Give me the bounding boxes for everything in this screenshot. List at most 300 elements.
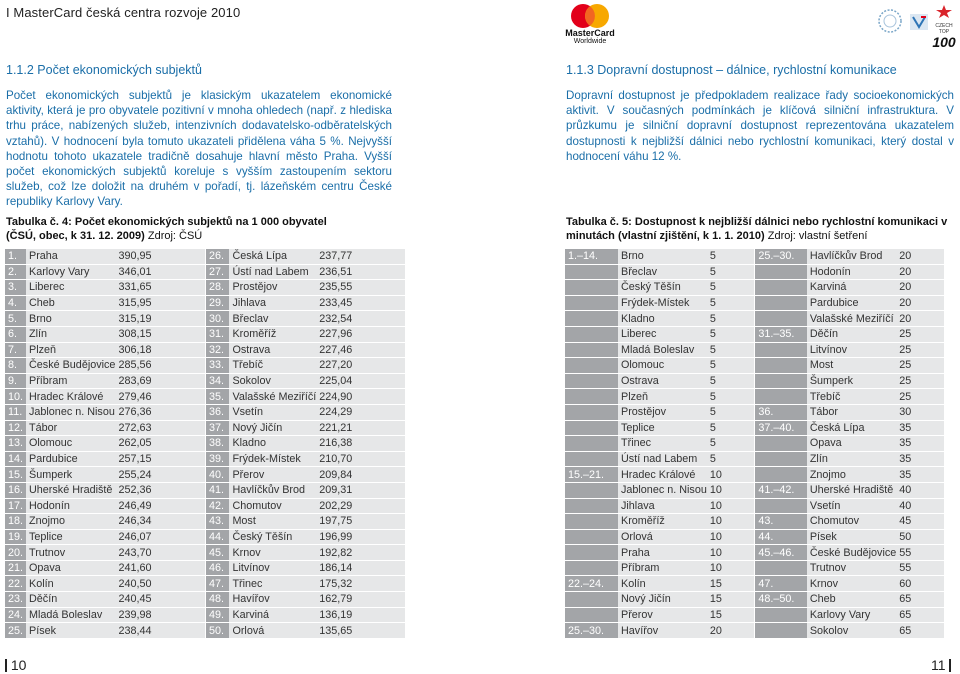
- cell-value: 25: [896, 373, 944, 389]
- cell-rank: 46.: [205, 560, 229, 576]
- cell-value: 55: [896, 560, 944, 576]
- table-row: [565, 592, 944, 608]
- cell-rank: [755, 498, 807, 514]
- cell-city: Karlovy Vary: [26, 264, 115, 280]
- cell-city: Uherské Hradiště: [807, 482, 896, 498]
- cell-city: Prostějov: [229, 280, 316, 296]
- cell-rank: 41.: [205, 482, 229, 498]
- cell-city: Znojmo: [807, 467, 896, 483]
- cell-city: Kroměříž: [618, 514, 707, 530]
- cell-value: 20: [896, 280, 944, 296]
- cell-value: 315,95: [115, 295, 205, 311]
- cell-city: Olomouc: [618, 358, 707, 374]
- cell-rank: 44.: [205, 529, 229, 545]
- cell-value: 162,79: [316, 592, 405, 608]
- cell-value: 235,55: [316, 280, 405, 296]
- cell-city: Sokolov: [229, 373, 316, 389]
- cell-rank: 11.: [5, 404, 26, 420]
- partner-logo-seal-icon: [877, 6, 903, 38]
- table-row: [565, 607, 944, 623]
- cell-city: Ostrava: [618, 373, 707, 389]
- cell-rank: 25.: [5, 623, 26, 639]
- table-row: [5, 311, 405, 327]
- cell-city: Jablonec n. Nisou: [26, 404, 115, 420]
- table-row: [565, 249, 944, 264]
- cell-city: Krnov: [229, 545, 316, 561]
- table-row: [5, 514, 405, 530]
- cell-rank: 49.: [205, 607, 229, 623]
- cell-city: Orlová: [229, 623, 316, 639]
- cell-value: 10: [707, 560, 755, 576]
- cell-rank: [755, 389, 807, 405]
- cell-value: 65: [896, 592, 944, 608]
- cell-value: 225,04: [316, 373, 405, 389]
- cell-city: Třinec: [229, 576, 316, 592]
- cell-city: Děčín: [26, 592, 115, 608]
- cell-rank: 29.: [205, 295, 229, 311]
- table-row: [5, 623, 405, 639]
- cell-city: Příbram: [26, 373, 115, 389]
- cell-rank: 31.: [205, 326, 229, 342]
- table-row: [565, 358, 944, 374]
- cell-value: 10: [707, 545, 755, 561]
- cell-rank: [565, 264, 618, 280]
- cell-rank: 15.–21.: [565, 467, 618, 483]
- cell-value: 255,24: [115, 467, 205, 483]
- cell-city: Kladno: [618, 311, 707, 327]
- cell-city: Zlín: [26, 326, 115, 342]
- cell-rank: 50.: [205, 623, 229, 639]
- cell-rank: [565, 592, 618, 608]
- cell-value: 209,84: [316, 467, 405, 483]
- cell-value: 224,90: [316, 389, 405, 405]
- cell-city: Frýdek-Místek: [618, 295, 707, 311]
- cell-city: Přerov: [229, 467, 316, 483]
- cell-city: Kolín: [618, 576, 707, 592]
- cell-rank: 42.: [205, 498, 229, 514]
- cell-value: 50: [896, 529, 944, 545]
- cell-city: Trutnov: [26, 545, 115, 561]
- cell-city: České Budějovice: [807, 545, 896, 561]
- section-heading-transport: 1.1.3 Dopravní dostupnost – dálnice, rychlostní komunikace: [566, 63, 897, 77]
- cell-rank: 47.: [205, 576, 229, 592]
- cell-rank: [755, 311, 807, 327]
- table-row: [5, 280, 405, 296]
- cell-value: 232,54: [316, 311, 405, 327]
- cell-value: 20: [896, 295, 944, 311]
- cell-value: 227,20: [316, 358, 405, 374]
- cell-value: 40: [896, 498, 944, 514]
- cell-value: 25: [896, 389, 944, 405]
- table-row: [565, 342, 944, 358]
- cell-city: Šumperk: [807, 373, 896, 389]
- cell-city: Valašské Meziříčí: [807, 311, 896, 327]
- cell-rank: 39.: [205, 451, 229, 467]
- cell-rank: 45.: [205, 545, 229, 561]
- cell-city: Třinec: [618, 436, 707, 452]
- cell-rank: 23.: [5, 592, 26, 608]
- cell-value: 25: [896, 342, 944, 358]
- cell-value: 241,60: [115, 560, 205, 576]
- cell-rank: 33.: [205, 358, 229, 374]
- cell-rank: 43.: [755, 514, 807, 530]
- cell-city: Zlín: [807, 451, 896, 467]
- cell-rank: [565, 560, 618, 576]
- cell-value: 15: [707, 607, 755, 623]
- cell-rank: 25.–30.: [755, 249, 807, 264]
- cell-rank: [565, 420, 618, 436]
- cell-rank: [755, 467, 807, 483]
- table-economic-subjects: [5, 249, 405, 639]
- cell-city: Cheb: [807, 592, 896, 608]
- cell-city: Liberec: [618, 326, 707, 342]
- cell-value: 306,18: [115, 342, 205, 358]
- cell-rank: [565, 358, 618, 374]
- table-5-title: Tabulka č. 5: Dostupnost k nejbližší dálnici nebo rychlostní komunikaci v minutách (vlastní zjištění, k 1. 1. 2010) Zdroj: vlastní šetření: [566, 216, 948, 242]
- cell-value: 237,77: [316, 249, 405, 264]
- cell-rank: [565, 373, 618, 389]
- cell-value: 283,69: [115, 373, 205, 389]
- cell-rank: 18.: [5, 514, 26, 530]
- cell-value: 135,65: [316, 623, 405, 639]
- cell-city: Tábor: [26, 420, 115, 436]
- cell-city: Most: [229, 514, 316, 530]
- cell-value: 35: [896, 451, 944, 467]
- cell-value: 308,15: [115, 326, 205, 342]
- table-row: [5, 545, 405, 561]
- table-row: [5, 358, 405, 374]
- cell-rank: 16.: [5, 482, 26, 498]
- cell-value: 5: [707, 389, 755, 405]
- page-number-left: 10: [5, 657, 26, 673]
- table-row: [5, 529, 405, 545]
- cell-city: Cheb: [26, 295, 115, 311]
- cell-value: 5: [707, 280, 755, 296]
- cell-city: Vsetín: [229, 404, 316, 420]
- cell-city: Plzeň: [618, 389, 707, 405]
- cell-city: Most: [807, 358, 896, 374]
- cell-rank: 37.: [205, 420, 229, 436]
- cell-value: 15: [707, 592, 755, 608]
- table-row: [565, 295, 944, 311]
- table-row: [5, 498, 405, 514]
- cell-city: Brno: [618, 249, 707, 264]
- cell-rank: 2.: [5, 264, 26, 280]
- table-row: [565, 326, 944, 342]
- mastercard-circles-icon: [565, 3, 615, 29]
- cell-value: 45: [896, 514, 944, 530]
- cell-city: Plzeň: [26, 342, 115, 358]
- cell-value: 186,14: [316, 560, 405, 576]
- cell-city: Pardubice: [26, 451, 115, 467]
- cell-rank: 3.: [5, 280, 26, 296]
- cell-value: 25: [896, 326, 944, 342]
- cell-city: Chomutov: [229, 498, 316, 514]
- cell-value: 60: [896, 576, 944, 592]
- cell-city: Břeclav: [229, 311, 316, 327]
- cell-rank: [755, 342, 807, 358]
- cell-value: 272,63: [115, 420, 205, 436]
- cell-rank: [755, 358, 807, 374]
- cell-value: 257,15: [115, 451, 205, 467]
- cell-rank: 21.: [5, 560, 26, 576]
- cell-city: Havlíčkův Brod: [229, 482, 316, 498]
- cell-value: 136,19: [316, 607, 405, 623]
- cell-value: 246,07: [115, 529, 205, 545]
- cell-rank: 38.: [205, 436, 229, 452]
- cell-rank: [565, 404, 618, 420]
- mastercard-wordmark: MasterCard: [565, 28, 615, 38]
- cell-value: 30: [896, 404, 944, 420]
- cell-value: 15: [707, 576, 755, 592]
- cell-value: 5: [707, 326, 755, 342]
- cell-city: Česká Lípa: [807, 420, 896, 436]
- cell-city: Jablonec n. Nisou: [618, 482, 707, 498]
- cell-value: 192,82: [316, 545, 405, 561]
- table-row: [565, 264, 944, 280]
- cell-value: 10: [707, 498, 755, 514]
- cell-value: 5: [707, 404, 755, 420]
- cell-value: 20: [896, 249, 944, 264]
- cell-rank: [565, 436, 618, 452]
- cell-rank: [565, 529, 618, 545]
- table-row: [5, 264, 405, 280]
- cell-city: Nový Jičín: [229, 420, 316, 436]
- cell-rank: [755, 373, 807, 389]
- cell-city: Vsetín: [807, 498, 896, 514]
- cell-value: 5: [707, 342, 755, 358]
- cell-value: 5: [707, 264, 755, 280]
- cell-value: 233,45: [316, 295, 405, 311]
- cell-value: 20: [896, 264, 944, 280]
- cell-city: Hodonín: [26, 498, 115, 514]
- cell-rank: [755, 436, 807, 452]
- cell-city: Kolín: [26, 576, 115, 592]
- cell-rank: [565, 607, 618, 623]
- cell-city: Karviná: [229, 607, 316, 623]
- table-row: [5, 436, 405, 452]
- cell-city: Opava: [26, 560, 115, 576]
- cell-rank: 37.–40.: [755, 420, 807, 436]
- table-highway-access: [565, 249, 944, 639]
- table-row: [5, 295, 405, 311]
- cell-rank: 30.: [205, 311, 229, 327]
- cell-city: Pardubice: [807, 295, 896, 311]
- table-row: [5, 373, 405, 389]
- cell-rank: 9.: [5, 373, 26, 389]
- cell-city: Mladá Boleslav: [618, 342, 707, 358]
- cell-value: 246,49: [115, 498, 205, 514]
- table-row: [565, 576, 944, 592]
- cell-value: 209,31: [316, 482, 405, 498]
- cell-value: 279,46: [115, 389, 205, 405]
- cell-rank: 24.: [5, 607, 26, 623]
- table-row: [5, 420, 405, 436]
- cell-rank: 8.: [5, 358, 26, 374]
- cell-rank: 7.: [5, 342, 26, 358]
- cell-rank: [755, 451, 807, 467]
- cell-city: Hradec Králové: [26, 389, 115, 405]
- cell-value: 10: [707, 467, 755, 483]
- table-row: [5, 592, 405, 608]
- mastercard-worldwide: Worldwide: [573, 38, 607, 45]
- cell-value: 10: [707, 514, 755, 530]
- cell-rank: [565, 545, 618, 561]
- cell-rank: [565, 326, 618, 342]
- star-icon: [930, 4, 958, 18]
- cell-city: Jihlava: [618, 498, 707, 514]
- cell-value: 5: [707, 311, 755, 327]
- cell-city: Mladá Boleslav: [26, 607, 115, 623]
- cell-value: 346,01: [115, 264, 205, 280]
- header-title: I MasterCard česká centra rozvoje 2010: [6, 5, 241, 20]
- cell-city: Praha: [26, 249, 115, 264]
- cell-city: Valašské Meziříčí: [229, 389, 316, 405]
- cell-value: 5: [707, 358, 755, 374]
- cell-rank: 4.: [5, 295, 26, 311]
- cell-city: Praha: [618, 545, 707, 561]
- cell-value: 35: [896, 436, 944, 452]
- cell-rank: 48.: [205, 592, 229, 608]
- cell-value: 262,05: [115, 436, 205, 452]
- table-row: [565, 389, 944, 405]
- cell-rank: [565, 311, 618, 327]
- cell-rank: 10.: [5, 389, 26, 405]
- cell-value: 5: [707, 420, 755, 436]
- cell-city: Teplice: [618, 420, 707, 436]
- czech-top-100-logo: CZECH TOP 100: [930, 4, 958, 40]
- table-row: [5, 326, 405, 342]
- cell-value: 10: [707, 482, 755, 498]
- cell-value: 40: [896, 482, 944, 498]
- table-row: [565, 623, 944, 639]
- cell-city: Hradec Králové: [618, 467, 707, 483]
- cell-value: 252,36: [115, 482, 205, 498]
- cell-city: Ostrava: [229, 342, 316, 358]
- cell-rank: [755, 607, 807, 623]
- cell-rank: [755, 264, 807, 280]
- cell-rank: 17.: [5, 498, 26, 514]
- cell-rank: [565, 295, 618, 311]
- cell-city: Prostějov: [618, 404, 707, 420]
- cell-city: Nový Jičín: [618, 592, 707, 608]
- cell-value: 35: [896, 467, 944, 483]
- cell-rank: 14.: [5, 451, 26, 467]
- table-row: [565, 420, 944, 436]
- table-row: [5, 467, 405, 483]
- cell-city: Děčín: [807, 326, 896, 342]
- section-paragraph-economic-subjects: Počet ekonomických subjektů je klasickým ukazatelem ekonomické aktivity, která je pro obyvatele pozitivní v mnoha ohledech (např. z hlediska trhu práce, nabízených služeb, intenzivních dodavatelsko-odběratelských vztahů). V hodnocení byla tomuto ukazateli přidělena váha 5 %. Nejvyšší hodnotu tohoto ukazatele tradičně dosahuje hlavní město Praha. Vyšší počet ekonomických subjektů koreluje s vyšším zastoupením sektoru služeb, což lze doložit na druhém v pořadí, tj. lázeňském centru České republiky Karlovy Vary.: [6, 89, 392, 209]
- table-row: [565, 560, 944, 576]
- cell-value: 285,56: [115, 358, 205, 374]
- cell-city: Přerov: [618, 607, 707, 623]
- table-row: [565, 311, 944, 327]
- table-row: [5, 342, 405, 358]
- cell-city: Olomouc: [26, 436, 115, 452]
- cell-rank: 22.: [5, 576, 26, 592]
- cell-rank: 22.–24.: [565, 576, 618, 592]
- cell-rank: 1.: [5, 249, 26, 264]
- cell-value: 243,70: [115, 545, 205, 561]
- table-row: [5, 404, 405, 420]
- cell-value: 227,96: [316, 326, 405, 342]
- cell-rank: 27.: [205, 264, 229, 280]
- cell-city: Kroměříž: [229, 326, 316, 342]
- cell-value: 5: [707, 295, 755, 311]
- cell-city: Český Těšín: [229, 529, 316, 545]
- cell-city: Uherské Hradiště: [26, 482, 115, 498]
- cell-rank: [565, 482, 618, 498]
- cell-rank: 6.: [5, 326, 26, 342]
- cell-city: Havířov: [229, 592, 316, 608]
- cell-rank: 44.: [755, 529, 807, 545]
- cell-city: Ústí nad Labem: [229, 264, 316, 280]
- cell-rank: 20.: [5, 545, 26, 561]
- cell-city: Třebíč: [229, 358, 316, 374]
- table-row: [565, 514, 944, 530]
- table-row: [565, 529, 944, 545]
- cell-value: 236,51: [316, 264, 405, 280]
- cell-city: Česká Lípa: [229, 249, 316, 264]
- cell-city: Havířov: [618, 623, 707, 639]
- table-row: [565, 280, 944, 296]
- table-row: [565, 498, 944, 514]
- cell-city: Havlíčkův Brod: [807, 249, 896, 264]
- cell-value: 20: [707, 623, 755, 639]
- cell-rank: 48.–50.: [755, 592, 807, 608]
- table-row: [5, 560, 405, 576]
- cell-value: 227,46: [316, 342, 405, 358]
- cell-value: 390,95: [115, 249, 205, 264]
- cell-value: 221,21: [316, 420, 405, 436]
- cell-city: Krnov: [807, 576, 896, 592]
- cell-city: Sokolov: [807, 623, 896, 639]
- cell-city: Brno: [26, 311, 115, 327]
- cell-city: Liberec: [26, 280, 115, 296]
- cell-rank: 1.–14.: [565, 249, 618, 264]
- cell-city: Znojmo: [26, 514, 115, 530]
- cell-value: 246,34: [115, 514, 205, 530]
- cell-rank: 25.–30.: [565, 623, 618, 639]
- cell-city: Písek: [807, 529, 896, 545]
- cell-rank: 36.: [755, 404, 807, 420]
- cell-rank: [565, 389, 618, 405]
- cell-city: Ústí nad Labem: [618, 451, 707, 467]
- cell-city: Teplice: [26, 529, 115, 545]
- cell-value: 65: [896, 607, 944, 623]
- cell-rank: 28.: [205, 280, 229, 296]
- cell-city: Orlová: [618, 529, 707, 545]
- cell-city: Kladno: [229, 436, 316, 452]
- table-row: [565, 467, 944, 483]
- cell-city: Příbram: [618, 560, 707, 576]
- table-row: [565, 404, 944, 420]
- cell-value: 315,19: [115, 311, 205, 327]
- table-row: [5, 249, 405, 264]
- cell-value: 224,29: [316, 404, 405, 420]
- section-heading-economic-subjects: 1.1.2 Počet ekonomických subjektů: [6, 63, 202, 77]
- table-row: [5, 451, 405, 467]
- cell-value: 175,32: [316, 576, 405, 592]
- cell-value: 35: [896, 420, 944, 436]
- table-row: [5, 607, 405, 623]
- cell-rank: 36.: [205, 404, 229, 420]
- cell-value: 197,75: [316, 514, 405, 530]
- table-row: [5, 576, 405, 592]
- cell-rank: 41.–42.: [755, 482, 807, 498]
- cell-value: 20: [896, 311, 944, 327]
- table-row: [565, 436, 944, 452]
